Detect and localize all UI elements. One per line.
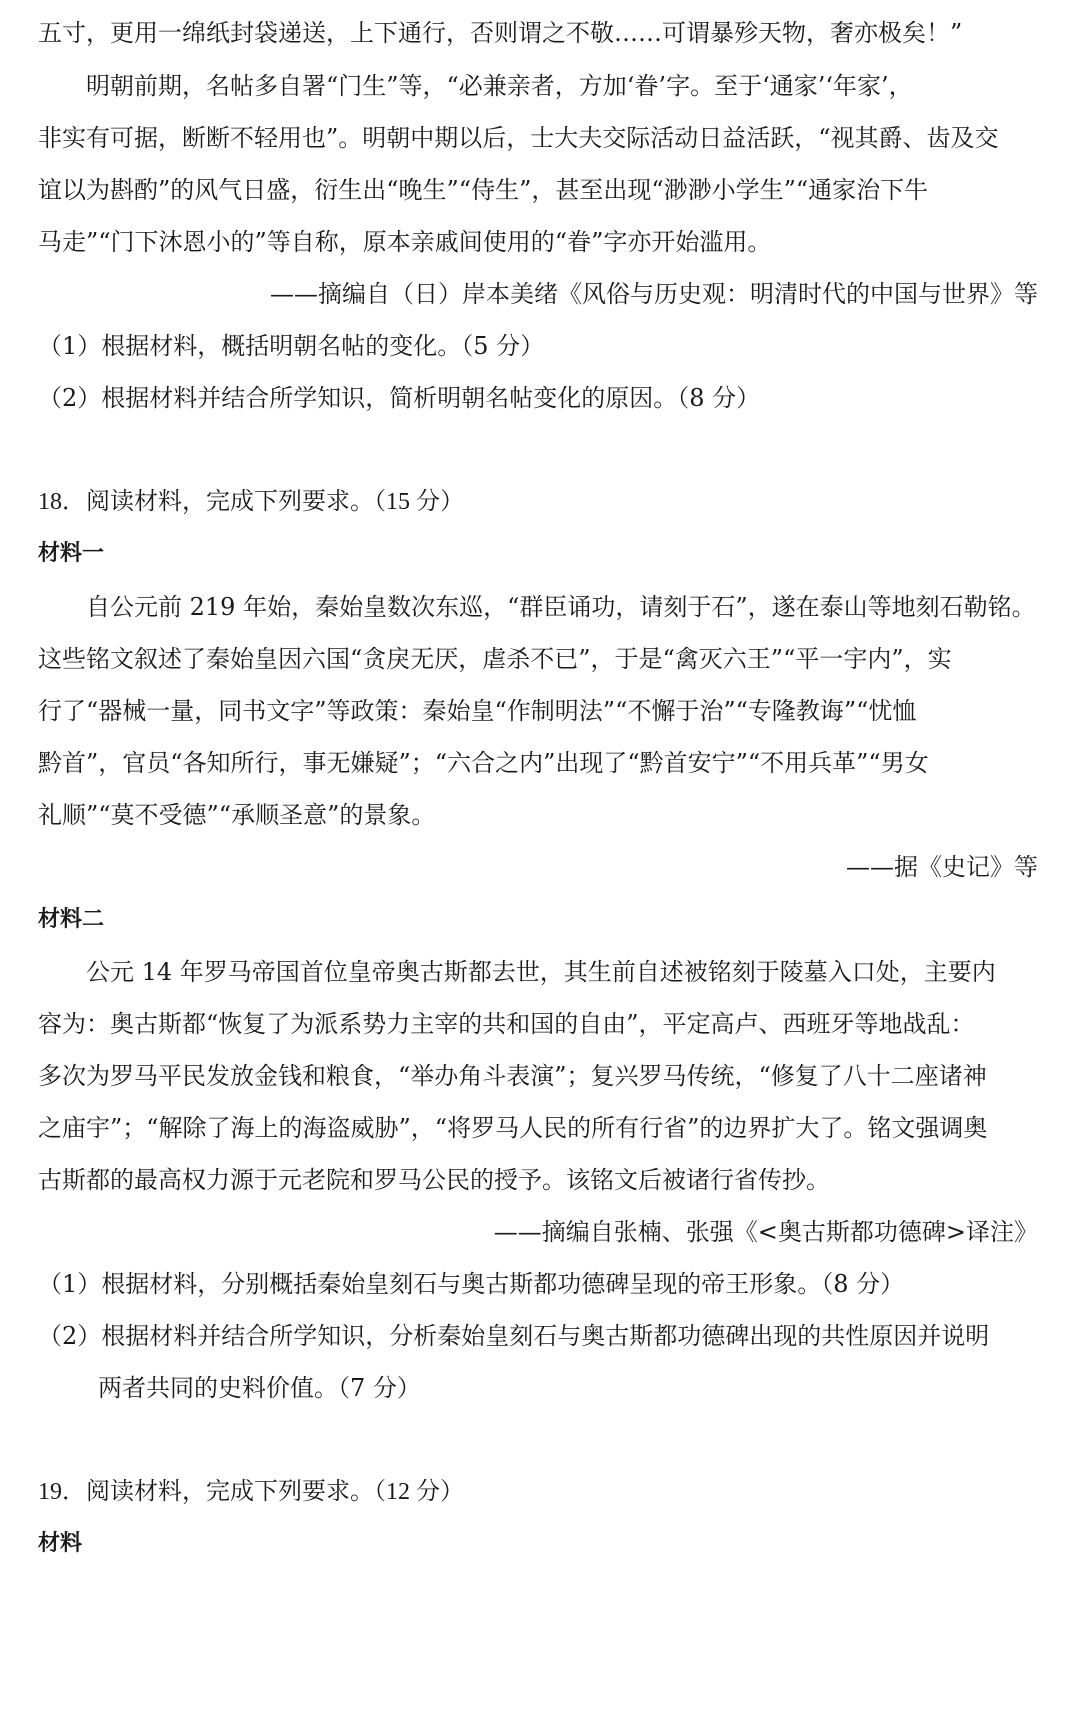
- paragraph-line: 五寸，更用一绵纸封袋递送，上下通行，否则谓之不敬……可谓暴殄天物，奢亦极矣！”: [38, 19, 963, 47]
- question-18-2-cont: 两者共同的史料价值。（7 分）: [98, 1374, 421, 1402]
- paragraph-line: 这些铭文叙述了秦始皇因六国“贪戾无厌，虐杀不已”，于是“禽灭六王”“平一宇内”，实: [38, 645, 952, 673]
- paragraph-line: 谊以为斟酌”的风气日盛，衍生出“晚生”“侍生”，甚至出现“渺渺小学生”“通家治下牛: [38, 176, 929, 204]
- paragraph-line: 行了“器械一量，同书文字”等政策：秦始皇“作制明法”“不懈于治”“专隆教诲”“忧恤: [38, 697, 917, 725]
- paragraph-line: 容为：奥古斯都“恢复了为派系势力主宰的共和国的自由”，平定高卢、西班牙等地战乱：: [38, 1010, 975, 1038]
- source-citation: ——摘编自张楠、张强《<奥古斯都功德碑>译注》: [493, 1218, 1038, 1246]
- paragraph-line: 多次为罗马平民发放金钱和粮食，“举办角斗表演”；复兴罗马传统，“修复了八十二座诸神: [38, 1062, 987, 1090]
- question-18-2: （2）根据材料并结合所学知识，分析秦始皇刻石与奥古斯都功德碑出现的共性原因并说明: [38, 1322, 990, 1350]
- material-1-heading: 材料一: [38, 541, 105, 566]
- question-17-1: （1）根据材料，概括明朝名帖的变化。（5 分）: [38, 332, 545, 360]
- paragraph-line: 马走”“门下沐恩小的”等自称，原本亲戚间使用的“眷”字亦开始滥用。: [38, 228, 772, 256]
- paragraph-line: 公元 14 年罗马帝国首位皇帝奥古斯都去世，其生前自述被铭刻于陵墓入口处，主要内: [86, 958, 996, 986]
- question-18-title: 18．阅读材料，完成下列要求。（15 分）: [38, 489, 464, 515]
- source-citation: ——摘编自（日）岸本美绪《风俗与历史观：明清时代的中国与世界》等: [270, 280, 1038, 308]
- paragraph-line: 明朝前期，名帖多自署“门生”等，“必兼亲者，方加‘眷’字。至于‘通家’‘年家’，: [86, 72, 913, 100]
- question-19-title: 19．阅读材料，完成下列要求。（12 分）: [38, 1479, 464, 1505]
- paragraph-line: 之庙宇”；“解除了海上的海盗威胁”，“将罗马人民的所有行省”的边界扩大了。铭文强调奥: [38, 1114, 988, 1142]
- paragraph-line: 礼顺”“莫不受德”“承顺圣意”的景象。: [38, 801, 436, 829]
- question-17-2: （2）根据材料并结合所学知识，简析明朝名帖变化的原因。（8 分）: [38, 384, 761, 412]
- paragraph-line: 自公元前 219 年始，秦始皇数次东巡，“群臣诵功，请刻于石”，遂在泰山等地刻石勒铭。: [86, 593, 1036, 621]
- paragraph-line: 非实有可据，断断不轻用也”。明朝中期以后，士大夫交际活动日益活跃，“视其爵、齿及交: [38, 124, 999, 152]
- paragraph-line: 古斯都的最高权力源于元老院和罗马公民的授予。该铭文后被诸行省传抄。: [38, 1166, 830, 1194]
- paragraph-line: 黔首”，官员“各知所行，事无嫌疑”；“六合之内”出现了“黔首安宁”“不用兵革”“男女: [38, 749, 929, 777]
- question-18-1: （1）根据材料，分别概括秦始皇刻石与奥古斯都功德碑呈现的帝王形象。（8 分）: [38, 1270, 905, 1298]
- material-2-heading: 材料二: [38, 907, 105, 932]
- material-heading: 材料: [38, 1531, 83, 1556]
- source-citation: ——据《史记》等: [846, 853, 1038, 881]
